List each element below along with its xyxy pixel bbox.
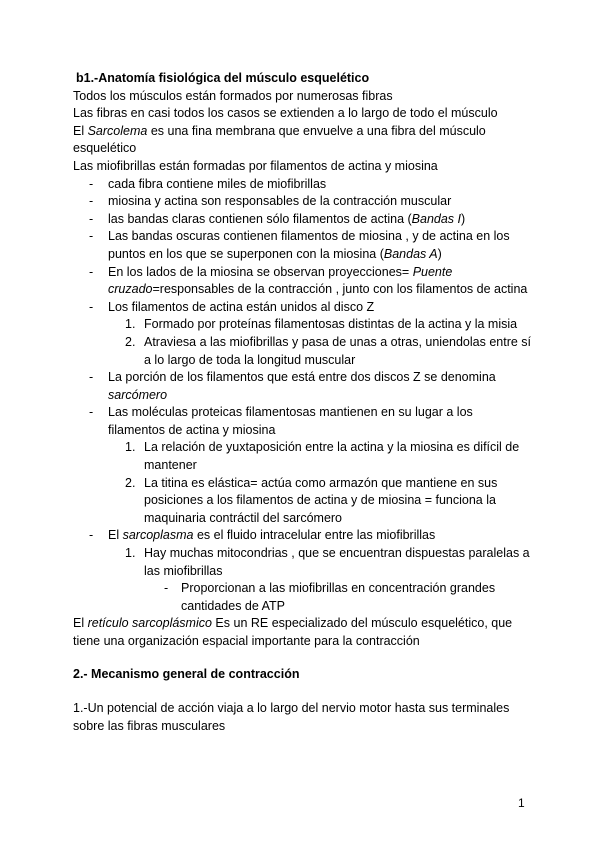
list-item <box>73 176 533 194</box>
text: El <box>73 123 88 138</box>
text: es el fluido intracelular entre las miofibrillas <box>193 528 436 543</box>
numbered-item <box>108 475 533 528</box>
text: La titina es elástica= actúa como armazón que mantiene en sus posiciones a los filamentos de actina y de miosina = funciona la maquinaria contráctil del sarcómero <box>144 475 498 525</box>
emphasis: Bandas I <box>411 211 461 226</box>
list-item <box>73 211 533 229</box>
text: Es un RE especializado del músculo esquelético, que tiene una organización espacial importante para la contracción <box>73 616 513 648</box>
text: Proporcionan a las miofibrillas en concentración grandes cantidades de ATP <box>181 581 496 613</box>
numbered-item <box>108 334 533 369</box>
text: El <box>73 616 88 631</box>
item-number: 2. <box>125 475 136 490</box>
bullet-dash: - <box>89 528 94 543</box>
list-item <box>73 264 533 299</box>
text: Las moléculas proteicas filamentosas mantienen en su lugar a los filamentos de actina y miosina <box>108 405 473 437</box>
list-item <box>73 404 533 527</box>
bullet-dash: - <box>89 229 94 244</box>
item-number: 1. <box>125 317 136 332</box>
bullet-dash: - <box>164 581 169 596</box>
page-number: 1 <box>518 796 525 810</box>
list-item <box>73 193 533 211</box>
emphasis: Bandas A <box>383 246 438 261</box>
numbered-list <box>108 439 533 527</box>
paragraph: 1.-Un potencial de acción viaja a lo largo del nervio motor hasta sus terminales sobre las fibras musculares <box>73 701 510 733</box>
emphasis: Sarcolema <box>87 123 148 138</box>
numbered-item <box>108 545 533 615</box>
emphasis: sarcómero <box>108 387 168 402</box>
list-item <box>73 228 533 263</box>
text: Las bandas oscuras contienen filamentos de miosina , y de actina en los puntos en los que se superponen con la miosina ( <box>108 229 510 261</box>
document-page <box>73 70 533 735</box>
list-item <box>144 580 533 615</box>
paragraph <box>73 123 533 158</box>
text: miosina y actina son responsables de la contracción muscular <box>108 194 452 209</box>
emphasis: retículo sarcoplásmico <box>87 616 212 631</box>
text: =responsables de la contracción , junto con los filamentos de actina <box>152 282 528 297</box>
text: ) <box>437 246 442 261</box>
paragraph: Las miofibrillas están formadas por filamentos de actina y miosina <box>73 158 438 173</box>
item-number: 1. <box>125 546 136 561</box>
numbered-item <box>108 316 533 334</box>
text: Atraviesa a las miofibrillas y pasa de unas a otras, uniendolas entre sí a lo largo de toda la longitud muscular <box>144 334 532 367</box>
bullet-dash: - <box>89 370 94 385</box>
emphasis: Puente cruzado <box>108 264 453 297</box>
paragraph: Todos los músculos están formados por numerosas fibras <box>73 88 393 103</box>
bullet-dash: - <box>89 176 94 191</box>
bullet-dash: - <box>89 194 94 209</box>
text: El <box>108 528 123 543</box>
spacer <box>73 651 533 666</box>
text: Los filamentos de actina están unidos al disco Z <box>108 299 375 314</box>
bullet-dash: - <box>89 405 94 420</box>
numbered-list <box>108 545 533 615</box>
text: En los lados de la miosina se observan proyecciones= <box>108 264 413 279</box>
emphasis: sarcoplasma <box>122 528 194 543</box>
text: Hay muchas mitocondrias , que se encuentran dispuestas paralelas a las miofibrillas <box>144 546 530 578</box>
item-number: 2. <box>125 334 136 349</box>
section-heading-mecanismo: 2.- Mecanismo general de contracción <box>73 666 300 681</box>
list-item <box>73 369 533 404</box>
list-item <box>73 527 533 615</box>
section-heading-anatomia: b1.-Anatomía fisiológica del músculo esquelético <box>76 71 370 85</box>
paragraph: Las fibras en casi todos los casos se extienden a lo largo de todo el músculo <box>73 106 498 121</box>
text: es una fina membrana que envuelve a una fibra del músculo esquelético <box>73 123 486 156</box>
numbered-item <box>108 439 533 474</box>
item-number: 1. <box>125 440 136 455</box>
text: Formado por proteínas filamentosas distintas de la actina y la misia <box>144 317 518 332</box>
text: cada fibra contiene miles de miofibrillas <box>108 176 327 191</box>
text: La porción de los filamentos que está entre dos discos Z se denomina <box>108 370 496 385</box>
paragraph <box>73 615 533 650</box>
sub-bullet-list <box>144 580 533 615</box>
bullet-dash: - <box>89 211 94 226</box>
text: ) <box>461 211 466 226</box>
bullet-list <box>73 176 533 616</box>
spacer <box>73 683 533 700</box>
list-item <box>73 299 533 369</box>
bullet-dash: - <box>89 264 94 279</box>
text: las bandas claras contienen sólo filamentos de actina ( <box>108 211 412 226</box>
numbered-list <box>108 316 533 369</box>
bullet-dash: - <box>89 299 94 314</box>
text: La relación de yuxtaposición entre la actina y la miosina es difícil de mantener <box>144 440 520 473</box>
